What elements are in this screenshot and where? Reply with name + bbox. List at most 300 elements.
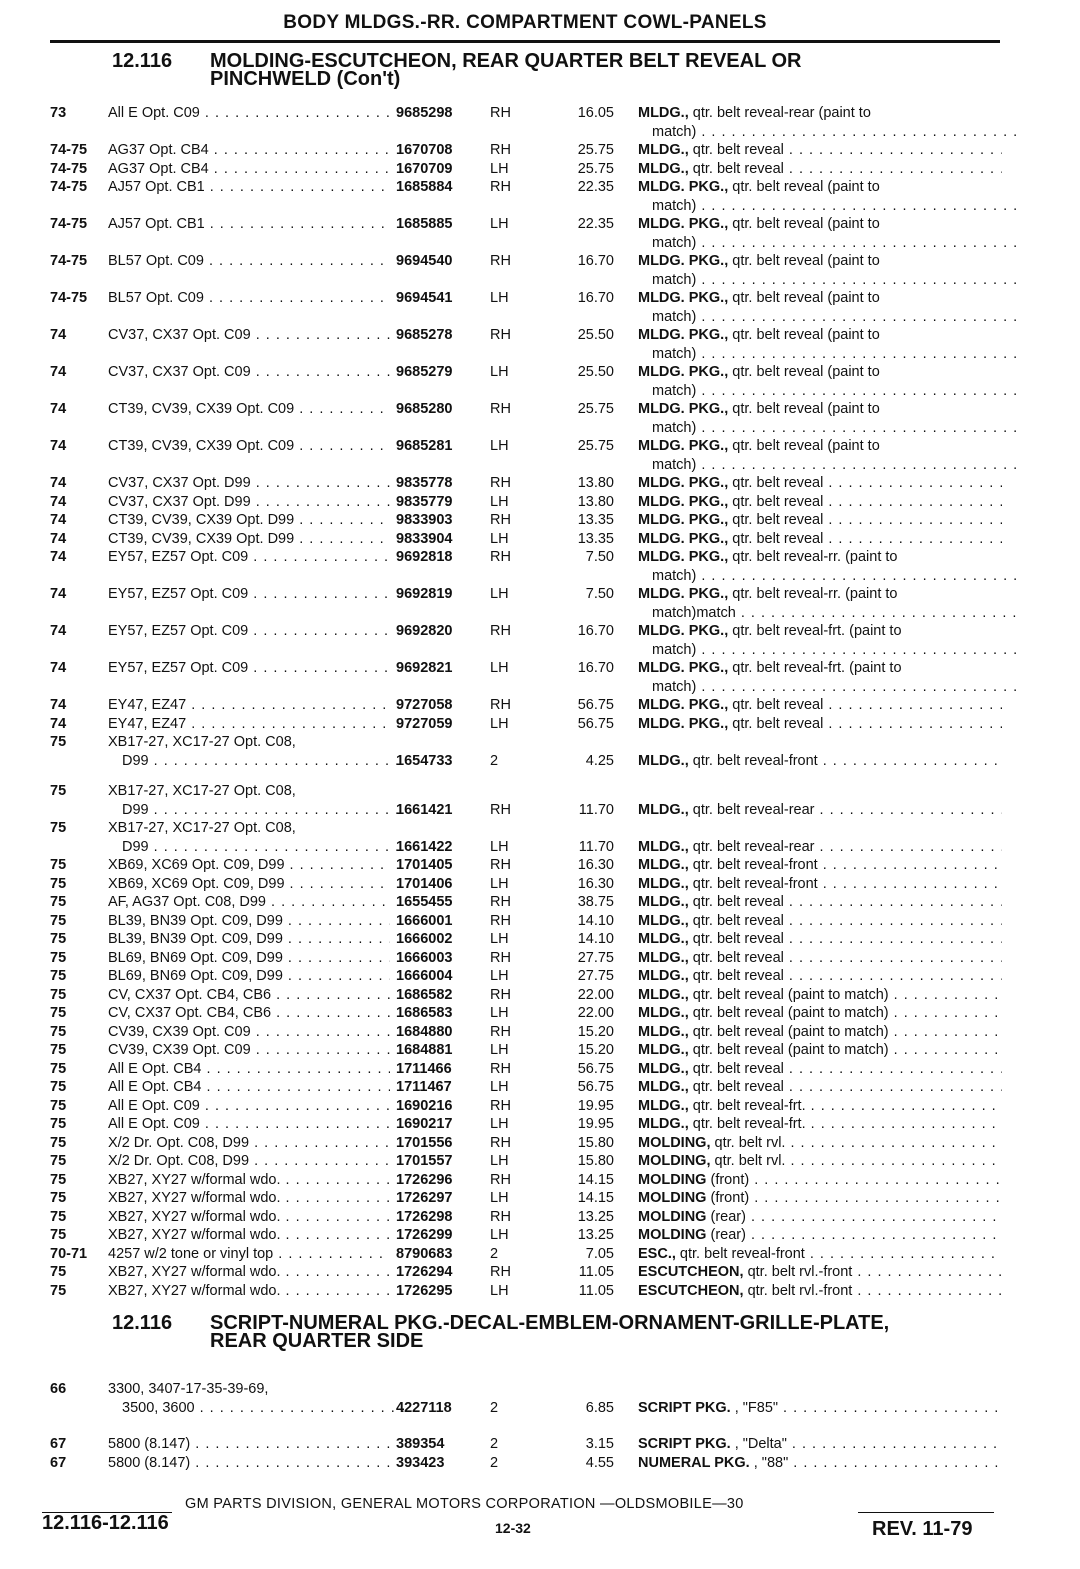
description-cell bbox=[638, 893, 1002, 911]
side-qty-cell: LH bbox=[490, 715, 509, 732]
model-cell: XB27, XY27 w/formal wdo. . . . bbox=[108, 1171, 390, 1189]
table-row bbox=[0, 493, 1080, 512]
table-row bbox=[0, 1245, 1080, 1264]
part-number-cell: 9835778 bbox=[396, 475, 453, 491]
part-number-cell: 1711466 bbox=[396, 1060, 452, 1077]
footer-division: GM PARTS DIVISION, GENERAL MOTORS CORPORATION —OLDSMOBILE—30 bbox=[185, 1496, 744, 1512]
description-type: MLDG. PKG., bbox=[638, 179, 729, 195]
price-cell: 14.15 bbox=[577, 1171, 614, 1188]
year-cell: 75 bbox=[50, 1097, 67, 1114]
description-text: qtr. belt reveal (paint to bbox=[732, 438, 880, 454]
part-number-cell: 1655455 bbox=[396, 894, 453, 910]
price-cell: 22.00 bbox=[577, 1005, 614, 1021]
description-text: (front) . . . bbox=[711, 1190, 1003, 1206]
part-number-cell: 9685280 bbox=[396, 401, 453, 417]
description-type: MLDG., bbox=[638, 838, 689, 855]
part-number-cell: 1726297 bbox=[396, 1190, 453, 1206]
side-qty-cell: 2 bbox=[490, 1454, 499, 1471]
year-cell: 74 bbox=[50, 327, 67, 343]
description-cell bbox=[638, 604, 1016, 622]
year-cell: 75 bbox=[50, 875, 67, 892]
description-text: match) . . . bbox=[652, 420, 1016, 436]
table-row bbox=[0, 782, 1080, 819]
model-cell: CT39, CV39, CX39 Opt. D99 . . . bbox=[108, 511, 390, 529]
model-cell: CV39, CX39 Opt. C09 . . . bbox=[108, 1023, 390, 1041]
year-cell: 75 bbox=[50, 894, 67, 910]
description-cell bbox=[638, 1435, 1002, 1453]
part-number-cell: 1670708 bbox=[396, 142, 453, 158]
model-cell: 3500, 3600 . . . bbox=[108, 1399, 404, 1417]
description-text: qtr. belt reveal . . . bbox=[693, 968, 1002, 984]
part-number-cell: 9692821 bbox=[396, 660, 453, 676]
model-cell: EY57, EZ57 Opt. C09 . . . bbox=[108, 659, 390, 677]
description-text: qtr. belt reveal . . . bbox=[693, 894, 1002, 910]
description-cell bbox=[638, 215, 1002, 233]
description-type: MLDG. PKG., bbox=[638, 549, 729, 565]
table-row bbox=[0, 1171, 1080, 1190]
side-qty-cell: RH bbox=[490, 1264, 511, 1280]
description-type: ESCUTCHEON, bbox=[638, 1264, 744, 1280]
description-text: qtr. belt rvl. . . . bbox=[715, 1135, 1002, 1151]
year-cell: 74 bbox=[50, 586, 67, 602]
price-cell: 13.25 bbox=[577, 1208, 614, 1225]
description-cell bbox=[638, 326, 1002, 344]
description-type: MLDG. PKG., bbox=[638, 290, 729, 306]
description-cell bbox=[638, 1134, 1002, 1152]
description-text: match) . . . bbox=[652, 309, 1016, 325]
part-number-cell: 1726295 bbox=[396, 1282, 453, 1299]
table-row bbox=[0, 1115, 1080, 1134]
side-qty-cell: RH bbox=[490, 512, 511, 528]
table-row bbox=[0, 1380, 1080, 1417]
description-cell bbox=[638, 178, 1002, 196]
part-number-cell: 9685278 bbox=[396, 327, 453, 343]
part-number-cell: 1666004 bbox=[396, 968, 453, 984]
description-cell bbox=[638, 345, 1016, 363]
description-text: qtr. belt reveal (paint to match) . . . bbox=[693, 987, 1002, 1003]
description-text: match) . . . bbox=[652, 346, 1016, 362]
part-number-cell: 393423 bbox=[396, 1454, 445, 1471]
description-text: , "88" . . . bbox=[754, 1455, 1002, 1471]
price-cell: 11.70 bbox=[578, 838, 614, 855]
year-cell: 70-71 bbox=[50, 1245, 88, 1262]
side-qty-cell: RH bbox=[490, 1023, 511, 1040]
description-cell bbox=[638, 437, 1002, 455]
description-cell bbox=[638, 1189, 1002, 1207]
model-cell: BL39, BN39 Opt. C09, D99 . . . bbox=[108, 912, 390, 930]
model-cell: XB69, XC69 Opt. C09, D99 . . . bbox=[108, 856, 390, 874]
model-cell: EY47, EZ47 . . . bbox=[108, 696, 390, 714]
description-type: MLDG., bbox=[638, 1042, 689, 1058]
description-type: MLDG., bbox=[638, 875, 689, 892]
description-type: MLDG. PKG., bbox=[638, 364, 729, 380]
part-number-cell: 1685884 bbox=[396, 179, 453, 195]
part-number-cell: 9833903 bbox=[396, 512, 453, 528]
description-type: MLDG., bbox=[638, 160, 689, 177]
section-title bbox=[210, 52, 1030, 88]
table-row bbox=[0, 160, 1080, 179]
model-cell: EY57, EZ57 Opt. C09 . . . bbox=[108, 622, 390, 640]
side-qty-cell: RH bbox=[490, 1097, 511, 1114]
part-number-cell: 9833904 bbox=[396, 530, 453, 547]
price-cell: 19.95 bbox=[577, 1116, 614, 1132]
part-number-cell: 1670709 bbox=[396, 160, 453, 177]
description-cell bbox=[638, 1245, 1002, 1263]
table-row bbox=[0, 1078, 1080, 1097]
description-type: NUMERAL PKG. bbox=[638, 1454, 750, 1471]
description-type: MOLDING bbox=[638, 1208, 707, 1225]
model-cell: XB17-27, XC17-27 Opt. C08, bbox=[108, 783, 296, 799]
year-cell: 75 bbox=[50, 1208, 67, 1225]
price-cell: 22.35 bbox=[577, 216, 614, 232]
description-type: MOLDING bbox=[638, 1190, 707, 1206]
model-cell: XB17-27, XC17-27 Opt. C08, bbox=[108, 820, 296, 836]
description-type: MLDG. PKG., bbox=[638, 327, 729, 343]
model-cell: CV37, CX37 Opt. C09 . . . bbox=[108, 363, 390, 381]
table-row bbox=[0, 967, 1080, 986]
table-row bbox=[0, 1208, 1080, 1227]
table-row bbox=[0, 715, 1080, 734]
description-text: (rear) . . . bbox=[711, 1209, 1003, 1225]
side-qty-cell: LH bbox=[490, 438, 509, 454]
part-number-cell: 9692819 bbox=[396, 586, 453, 602]
description-type: ESCUTCHEON, bbox=[638, 1282, 744, 1299]
description-text: (rear) . . . bbox=[711, 1227, 1003, 1243]
description-type: MLDG., bbox=[638, 894, 689, 910]
price-cell: 15.80 bbox=[577, 1134, 614, 1151]
model-cell: BL69, BN69 Opt. C09, D99 . . . bbox=[108, 967, 390, 985]
description-text: match) . . . bbox=[652, 198, 1016, 214]
description-text: qtr. belt reveal . . . bbox=[732, 697, 1002, 713]
description-text: qtr. belt reveal-rear . . . bbox=[693, 839, 1002, 855]
year-cell: 67 bbox=[50, 1436, 67, 1452]
year-cell: 75 bbox=[50, 1153, 67, 1169]
description-type: SCRIPT PKG. bbox=[638, 1436, 731, 1452]
description-text: , "Delta" . . . bbox=[735, 1436, 1002, 1452]
description-text: qtr. belt reveal-frt. (paint to bbox=[732, 623, 902, 639]
description-cell bbox=[638, 801, 1002, 819]
table-row bbox=[0, 912, 1080, 931]
price-cell: 19.95 bbox=[577, 1097, 614, 1114]
year-cell: 75 bbox=[50, 986, 67, 1003]
model-cell: XB27, XY27 w/formal wdo. . . . bbox=[108, 1226, 390, 1244]
price-cell: 25.75 bbox=[577, 438, 614, 454]
side-qty-cell: LH bbox=[490, 290, 509, 306]
year-cell: 74 bbox=[50, 660, 67, 676]
part-number-cell: 9692818 bbox=[396, 549, 453, 565]
description-cell bbox=[638, 511, 1002, 529]
model-cell: 3300, 3407-17-35-39-69, bbox=[108, 1381, 269, 1397]
price-cell: 11.05 bbox=[578, 1282, 614, 1299]
model-cell: EY47, EZ47 . . . bbox=[108, 715, 390, 733]
model-cell: All E Opt. C09 . . . bbox=[108, 1097, 390, 1115]
description-cell bbox=[638, 641, 1016, 659]
model-cell: AF, AG37 Opt. C08, D99 . . . bbox=[108, 893, 390, 911]
description-type: MLDG. PKG., bbox=[638, 216, 729, 232]
year-cell: 74-75 bbox=[50, 253, 88, 269]
section-number: 12.116 bbox=[112, 1312, 173, 1334]
footer-rule-right bbox=[858, 1512, 994, 1513]
description-cell bbox=[638, 1004, 1002, 1022]
price-cell: 15.20 bbox=[577, 1023, 614, 1040]
price-cell: 22.00 bbox=[577, 986, 614, 1003]
year-cell: 74 bbox=[50, 549, 67, 565]
description-cell bbox=[638, 1097, 1002, 1115]
footer-page-number: 12-32 bbox=[495, 1520, 531, 1536]
description-cell bbox=[638, 123, 1016, 141]
description-cell bbox=[638, 252, 1002, 270]
model-cell: AJ57 Opt. CB1 . . . bbox=[108, 215, 390, 233]
model-cell: X/2 Dr. Opt. C08, D99 . . . bbox=[108, 1152, 390, 1170]
description-cell bbox=[638, 1399, 1002, 1417]
side-qty-cell: LH bbox=[490, 160, 509, 177]
model-cell: D99 . . . bbox=[108, 752, 404, 770]
table-row bbox=[0, 875, 1080, 894]
side-qty-cell: LH bbox=[490, 216, 509, 232]
description-cell bbox=[638, 696, 1002, 714]
description-type: MLDG., bbox=[638, 986, 689, 1003]
side-qty-cell: RH bbox=[490, 697, 511, 713]
table-row bbox=[0, 986, 1080, 1005]
part-number-cell: 1711467 bbox=[396, 1079, 452, 1095]
model-cell: XB27, XY27 w/formal wdo. . . . bbox=[108, 1263, 390, 1281]
description-cell bbox=[638, 1226, 1002, 1244]
table-row bbox=[0, 1189, 1080, 1208]
part-number-cell: 9727058 bbox=[396, 697, 453, 713]
description-type: MOLDING, bbox=[638, 1153, 711, 1169]
description-type: MLDG., bbox=[638, 1116, 689, 1132]
description-text: match) . . . bbox=[652, 642, 1016, 658]
description-cell bbox=[638, 456, 1016, 474]
description-text: qtr. belt rvl.-front . . . bbox=[748, 1283, 1002, 1299]
description-type: MLDG. PKG., bbox=[638, 660, 729, 676]
description-cell bbox=[638, 197, 1016, 215]
year-cell: 75 bbox=[50, 1282, 67, 1299]
description-text: qtr. belt reveal (paint to match) . . . bbox=[693, 1024, 1002, 1040]
year-cell: 74-75 bbox=[50, 142, 88, 158]
section-title-line: PINCHWELD (Con't) bbox=[210, 68, 401, 90]
table-row bbox=[0, 1134, 1080, 1153]
price-cell: 16.30 bbox=[577, 875, 614, 892]
year-cell: 74-75 bbox=[50, 179, 88, 195]
year-cell: 75 bbox=[50, 949, 67, 966]
description-text: qtr. belt reveal-front . . . bbox=[680, 1246, 1002, 1262]
description-text: qtr. belt reveal-frt. (paint to bbox=[732, 660, 902, 676]
side-qty-cell: RH bbox=[490, 549, 511, 565]
description-cell bbox=[638, 363, 1002, 381]
side-qty-cell: 2 bbox=[490, 1399, 499, 1416]
model-cell: CV37, CX37 Opt. D99 . . . bbox=[108, 474, 390, 492]
side-qty-cell: RH bbox=[490, 912, 511, 929]
price-cell: 7.50 bbox=[585, 549, 614, 565]
description-cell bbox=[638, 1263, 1002, 1281]
price-cell: 56.75 bbox=[577, 715, 614, 732]
model-cell: D99 . . . bbox=[108, 801, 404, 819]
part-number-cell: 9685279 bbox=[396, 364, 453, 380]
description-cell bbox=[638, 548, 1002, 566]
model-cell: CV37, CX37 Opt. D99 . . . bbox=[108, 493, 390, 511]
description-text: qtr. belt reveal-front . . . bbox=[693, 753, 1002, 769]
year-cell: 74 bbox=[50, 512, 67, 528]
model-cell: CV, CX37 Opt. CB4, CB6 . . . bbox=[108, 986, 390, 1004]
year-cell: 75 bbox=[50, 1116, 67, 1132]
side-qty-cell: RH bbox=[490, 623, 511, 639]
table-row bbox=[0, 363, 1080, 400]
side-qty-cell: RH bbox=[490, 801, 511, 818]
description-text: qtr. belt reveal . . . bbox=[693, 913, 1002, 929]
description-cell bbox=[638, 1041, 1002, 1059]
year-cell: 75 bbox=[50, 734, 67, 750]
description-text: qtr. belt reveal . . . bbox=[732, 531, 1002, 547]
price-cell: 7.50 bbox=[585, 586, 614, 602]
table-row bbox=[0, 930, 1080, 949]
description-text: qtr. belt reveal . . . bbox=[732, 494, 1002, 510]
year-cell: 75 bbox=[50, 1079, 67, 1095]
description-cell bbox=[638, 1152, 1002, 1170]
description-cell bbox=[638, 986, 1002, 1004]
model-cell: AG37 Opt. CB4 . . . bbox=[108, 160, 390, 178]
header-rule bbox=[50, 40, 1000, 43]
model-cell: BL57 Opt. C09 . . . bbox=[108, 289, 390, 307]
table-row bbox=[0, 1226, 1080, 1245]
table-row bbox=[0, 530, 1080, 549]
model-cell: 5800 (8.147) . . . bbox=[108, 1454, 390, 1472]
year-cell: 75 bbox=[50, 1190, 67, 1206]
side-qty-cell: LH bbox=[490, 838, 509, 855]
description-text: qtr. belt reveal . . . bbox=[693, 1079, 1002, 1095]
part-number-cell: 1701557 bbox=[396, 1153, 453, 1169]
description-type: MOLDING bbox=[638, 1227, 707, 1243]
table-row bbox=[0, 1152, 1080, 1171]
section-title-line: MOLDING-ESCUTCHEON, REAR QUARTER BELT REVEAL OR bbox=[210, 50, 802, 72]
year-cell: 75 bbox=[50, 968, 67, 984]
year-cell: 75 bbox=[50, 1042, 67, 1058]
description-type: MLDG. PKG., bbox=[638, 253, 729, 269]
price-cell: 6.85 bbox=[585, 1399, 614, 1416]
table-row bbox=[0, 696, 1080, 715]
model-cell: EY57, EZ57 Opt. C09 . . . bbox=[108, 548, 390, 566]
side-qty-cell: LH bbox=[490, 1190, 509, 1206]
description-cell bbox=[638, 622, 1002, 640]
model-cell: EY57, EZ57 Opt. C09 . . . bbox=[108, 585, 390, 603]
year-cell: 74 bbox=[50, 623, 67, 639]
description-text: match) . . . bbox=[652, 457, 1016, 473]
description-type: MLDG. PKG., bbox=[638, 530, 729, 547]
description-cell bbox=[638, 1454, 1002, 1472]
description-cell bbox=[638, 659, 1002, 677]
table-row bbox=[0, 104, 1080, 141]
table-row bbox=[0, 1023, 1080, 1042]
description-text: match) . . . bbox=[652, 272, 1016, 288]
price-cell: 14.15 bbox=[577, 1190, 614, 1206]
side-qty-cell: LH bbox=[490, 968, 509, 984]
table-row bbox=[0, 1435, 1080, 1454]
table-row bbox=[0, 1060, 1080, 1079]
description-type: MLDG., bbox=[638, 105, 689, 121]
price-cell: 4.25 bbox=[585, 752, 614, 769]
description-text: match) . . . bbox=[652, 568, 1016, 584]
description-text: match) . . . bbox=[652, 124, 1016, 140]
model-cell: CT39, CV39, CX39 Opt. D99 . . . bbox=[108, 530, 390, 548]
description-text: qtr. belt rvl.-front . . . bbox=[748, 1264, 1002, 1280]
description-type: MLDG. PKG., bbox=[638, 697, 729, 713]
description-text: qtr. belt reveal . . . bbox=[693, 950, 1002, 966]
table-row bbox=[0, 141, 1080, 160]
price-cell: 16.70 bbox=[577, 623, 614, 639]
description-type: MLDG. PKG., bbox=[638, 623, 729, 639]
table-row bbox=[0, 585, 1080, 622]
description-cell bbox=[638, 678, 1016, 696]
description-text: match) . . . bbox=[652, 383, 1016, 399]
model-cell: XB69, XC69 Opt. C09, D99 . . . bbox=[108, 875, 390, 893]
price-cell: 22.35 bbox=[577, 179, 614, 195]
description-cell bbox=[638, 912, 1002, 930]
price-cell: 13.35 bbox=[577, 512, 614, 528]
description-text: (front) . . . bbox=[711, 1172, 1003, 1188]
table-row bbox=[0, 856, 1080, 875]
side-qty-cell: RH bbox=[490, 327, 511, 343]
description-text: qtr. belt reveal-rear . . . bbox=[693, 802, 1002, 818]
description-text: qtr. belt reveal . . . bbox=[732, 475, 1002, 491]
part-number-cell: 1661422 bbox=[396, 838, 453, 855]
description-cell bbox=[638, 234, 1016, 252]
part-number-cell: 1666002 bbox=[396, 931, 453, 947]
part-number-cell: 1685885 bbox=[396, 216, 453, 232]
part-number-cell: 1701406 bbox=[396, 875, 453, 892]
table-row bbox=[0, 474, 1080, 493]
description-type: MLDG. PKG., bbox=[638, 401, 729, 417]
price-cell: 13.35 bbox=[577, 530, 614, 547]
price-cell: 56.75 bbox=[577, 1060, 614, 1077]
model-cell: 5800 (8.147) . . . bbox=[108, 1435, 390, 1453]
side-qty-cell: RH bbox=[490, 105, 511, 121]
table-row bbox=[0, 622, 1080, 659]
description-cell bbox=[638, 875, 1002, 893]
side-qty-cell: RH bbox=[490, 475, 511, 491]
table-row bbox=[0, 437, 1080, 474]
part-number-cell: 1686582 bbox=[396, 986, 453, 1003]
model-cell: XB27, XY27 w/formal wdo. . . . bbox=[108, 1189, 390, 1207]
description-text: qtr. belt reveal (paint to bbox=[732, 364, 880, 380]
year-cell: 75 bbox=[50, 912, 67, 929]
model-cell: BL57 Opt. C09 . . . bbox=[108, 252, 390, 270]
part-number-cell: 1666003 bbox=[396, 949, 453, 966]
side-qty-cell: LH bbox=[490, 364, 509, 380]
model-cell: BL69, BN69 Opt. C09, D99 . . . bbox=[108, 949, 390, 967]
price-cell: 15.20 bbox=[577, 1042, 614, 1058]
year-cell: 75 bbox=[50, 820, 67, 836]
price-cell: 13.80 bbox=[577, 475, 614, 491]
part-number-cell: 389354 bbox=[396, 1436, 445, 1452]
year-cell: 74-75 bbox=[50, 216, 88, 232]
description-type: MLDG., bbox=[638, 1097, 689, 1114]
description-text: qtr. belt reveal (paint to bbox=[732, 253, 880, 269]
description-text: qtr. belt reveal-frt. . . . bbox=[693, 1116, 1002, 1132]
model-cell: XB27, XY27 w/formal wdo. . . . bbox=[108, 1208, 390, 1226]
page-header: BODY MLDGS.-RR. COMPARTMENT COWL-PANELS bbox=[283, 12, 767, 33]
description-type: MOLDING, bbox=[638, 1134, 711, 1151]
table-row bbox=[0, 548, 1080, 585]
price-cell: 14.10 bbox=[577, 931, 614, 947]
price-cell: 25.75 bbox=[577, 160, 614, 177]
description-type: MLDG., bbox=[638, 1005, 689, 1021]
side-qty-cell: RH bbox=[490, 1060, 511, 1077]
description-text: match)match . . . bbox=[652, 605, 1016, 621]
model-cell: XB17-27, XC17-27 Opt. C08, bbox=[108, 734, 296, 750]
description-text: qtr. belt reveal . . . bbox=[693, 161, 1002, 177]
part-number-cell: 9685281 bbox=[396, 438, 453, 454]
description-cell bbox=[638, 1171, 1002, 1189]
